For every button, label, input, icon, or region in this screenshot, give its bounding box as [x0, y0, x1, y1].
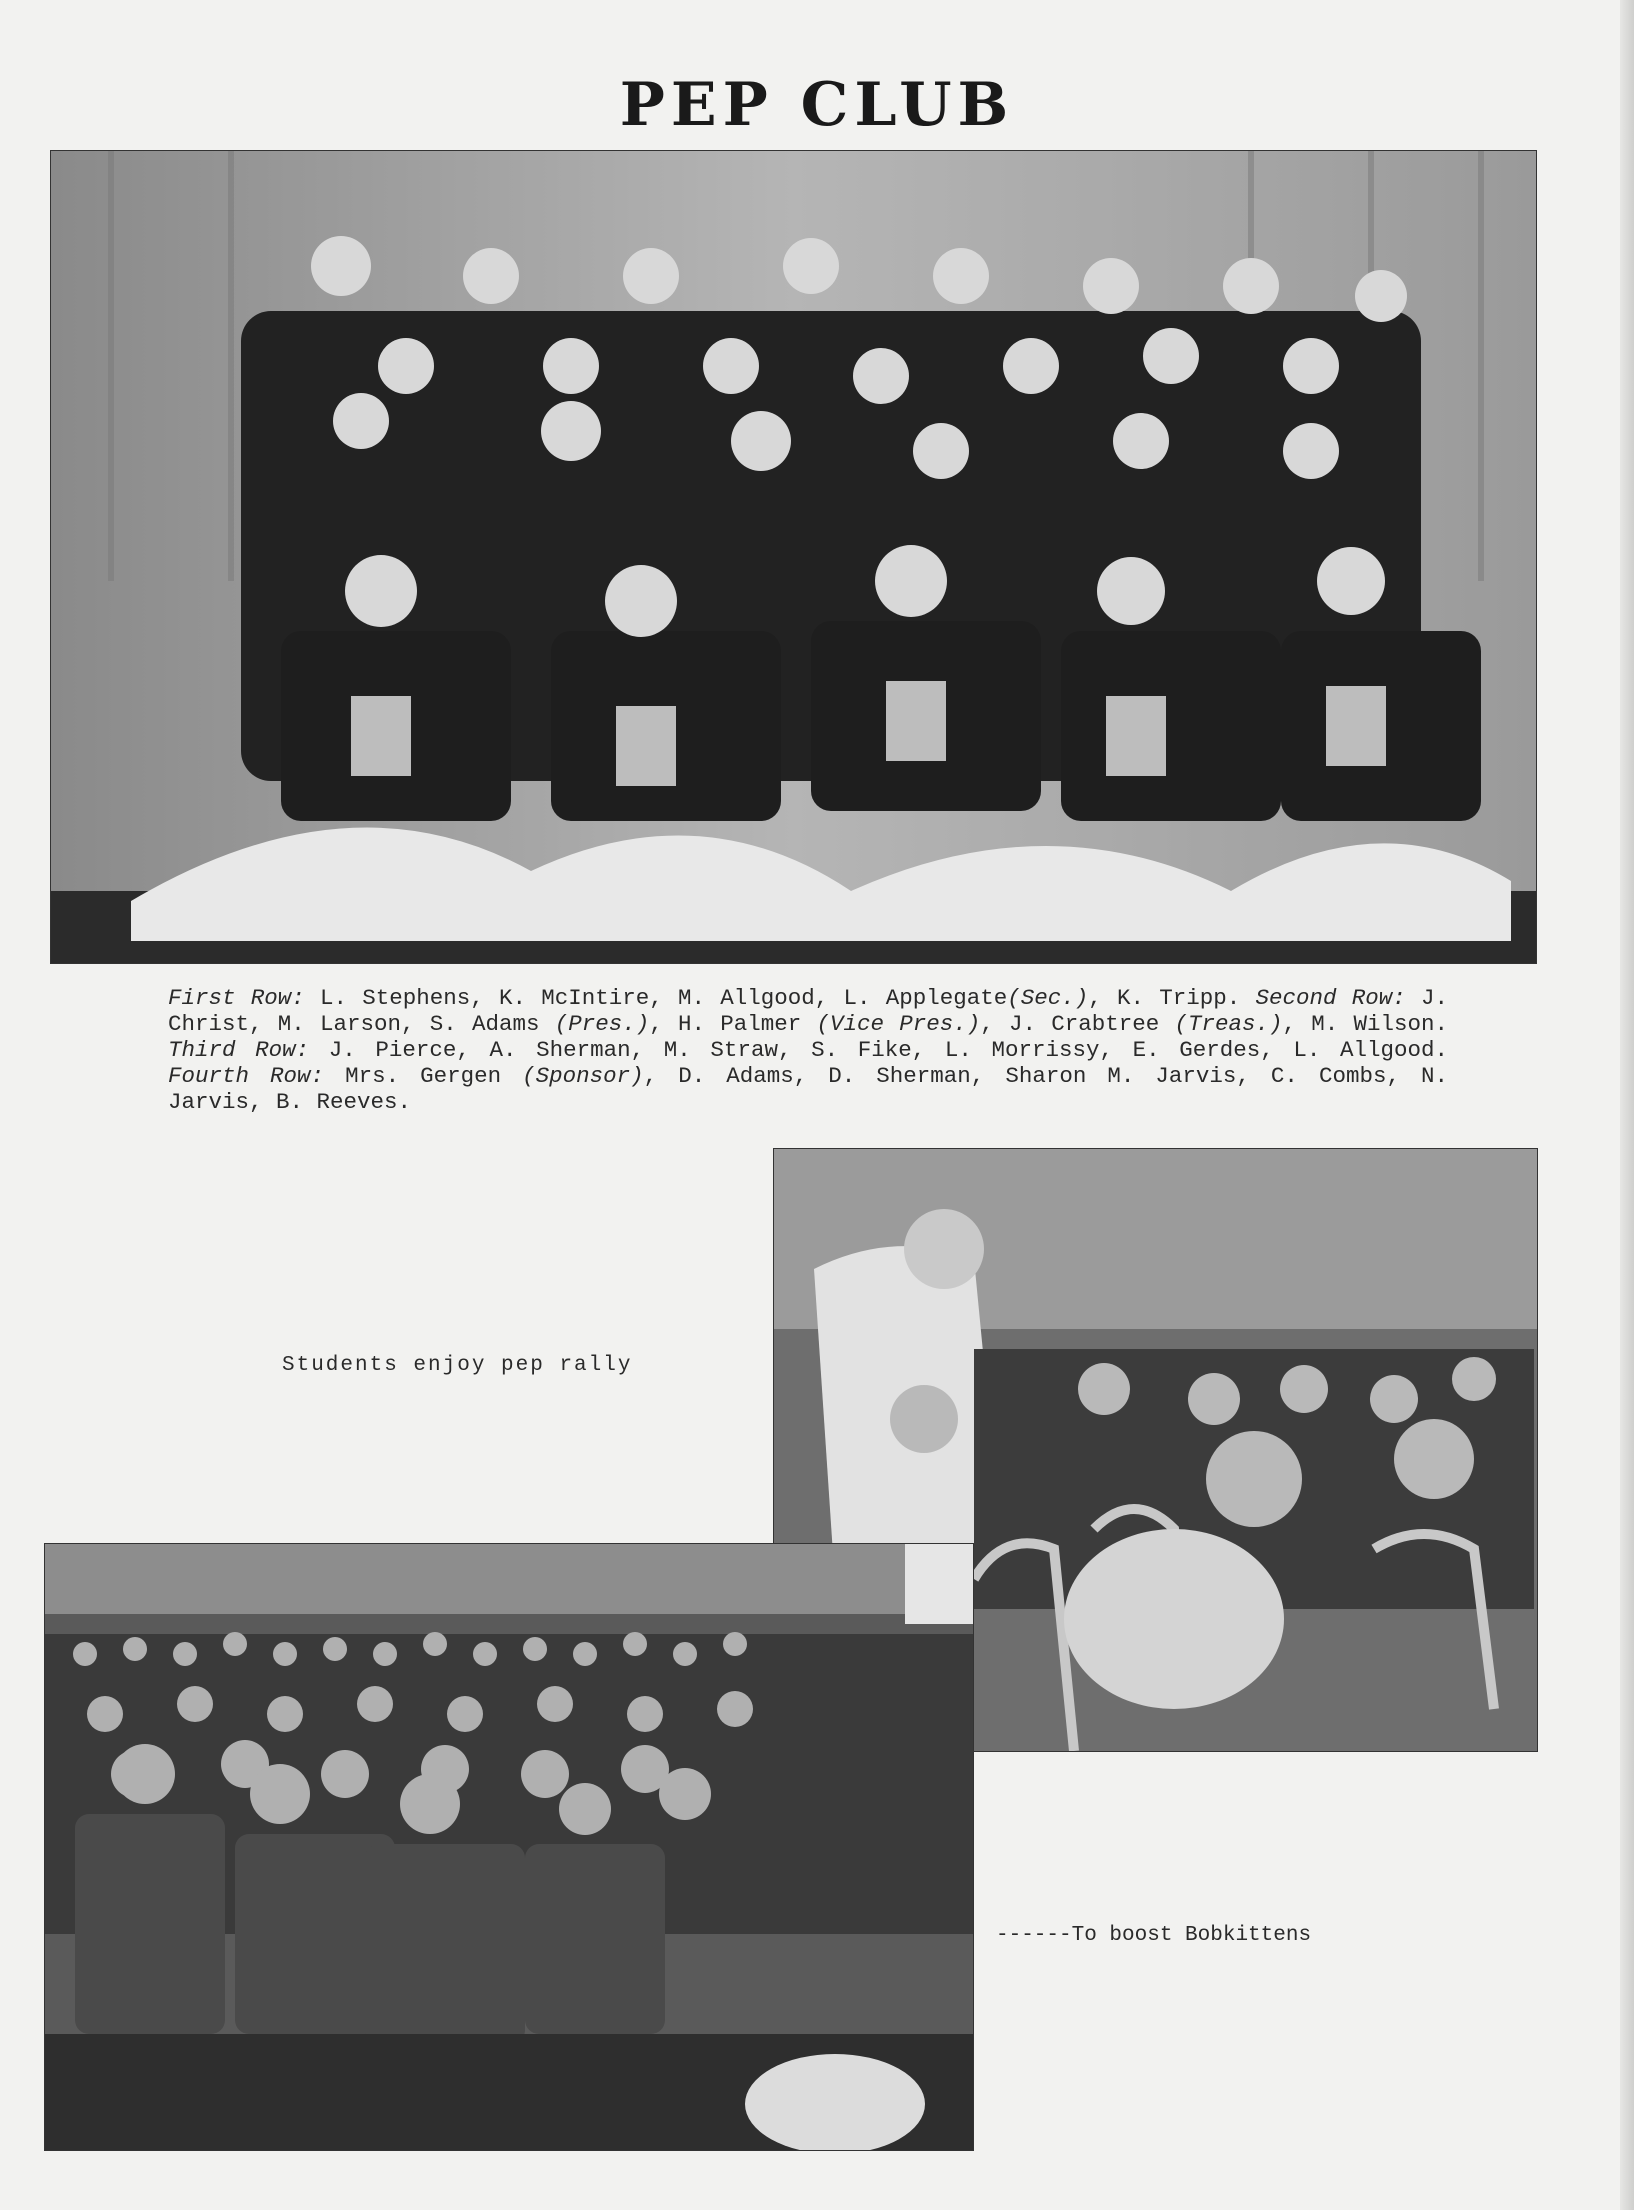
- group-photo: [50, 150, 1537, 964]
- first-row-end: , K. Tripp.: [1088, 985, 1241, 1011]
- rally-caption: Students enjoy pep rally: [282, 1354, 633, 1377]
- second-row-names: J. Christ, M. Larson, S. Adams: [168, 985, 1449, 1037]
- second-row-vice: (Vice Pres.): [816, 1011, 981, 1037]
- fourth-row-label: Fourth Row:: [168, 1063, 325, 1089]
- fourth-row-end: , D. Adams, D. Sherman, Sharon M. Jarvis, C. Combs, N. Jarvis, B. Reeves.: [168, 1063, 1448, 1115]
- rally-photo-lower: [44, 1543, 974, 2151]
- page-edge: [1620, 0, 1634, 2210]
- second-row-end: , M. Wilson.: [1282, 1011, 1449, 1037]
- first-row-label: First Row:: [168, 985, 305, 1011]
- fourth-row-names: Mrs. Gergen: [324, 1063, 523, 1089]
- second-row-mid2: , J. Crabtree: [980, 1011, 1175, 1037]
- second-row-treas: (Treas.): [1174, 1011, 1283, 1037]
- second-row-label: Second Row:: [1240, 985, 1406, 1011]
- first-row-names: L. Stephens, K. McIntire, M. Allgood, L. Applegate: [304, 985, 1008, 1011]
- second-row-mid: , H. Palmer: [649, 1011, 817, 1037]
- group-photo-caption: [168, 985, 1448, 1115]
- third-row-names: J. Pierce, A. Sherman, M. Straw, S. Fike, L. Morrissy, E. Gerdes, L. Allgood.: [309, 1037, 1449, 1063]
- second-row-pres: (Pres.): [554, 1011, 650, 1037]
- first-row-sec: (Sec.): [1007, 985, 1089, 1011]
- fourth-row-sponsor: (Sponsor): [522, 1063, 644, 1089]
- page-title: PEP CLUB: [619, 70, 1015, 140]
- boost-caption: ------To boost Bobkittens: [996, 1924, 1312, 1947]
- third-row-label: Third Row:: [168, 1037, 310, 1063]
